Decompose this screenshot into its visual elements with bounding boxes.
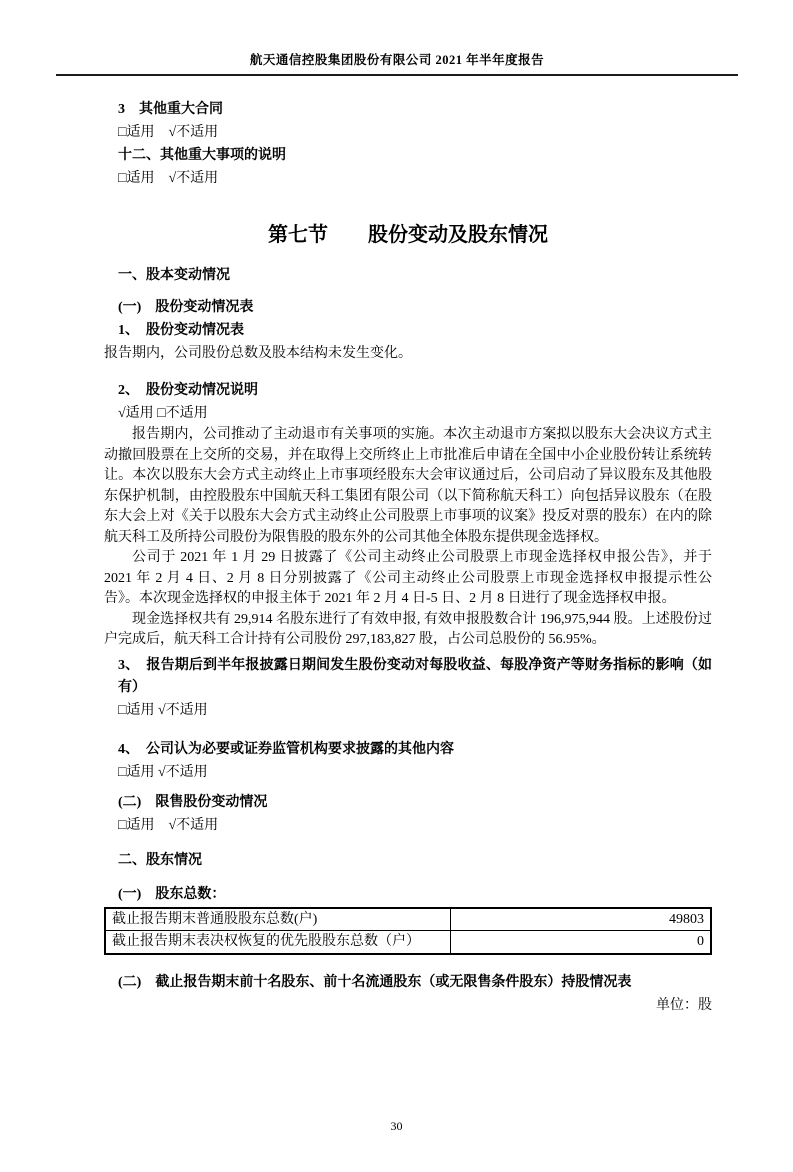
row-value-ordinary-shareholders: 49803	[450, 908, 711, 931]
heading-total-shareholders: (一) 股东总数：	[118, 886, 226, 902]
paragraph-cash-option-announcements: 公司于 2021 年 1 月 29 日披露了《公司主动终止公司股票上市现金选择权申报公告》，并于 2021 年 2 月 4 日、2 月 8 日分别披露了《公司主动终止公司股票上市现金选择权申报提示性公告》。本次现金选择权的申报主体于 2021 年 2 月 4 日-5 日、2 月 8 日进行了现金选择权申报。	[104, 550, 716, 606]
shareholder-totals-table	[104, 907, 712, 955]
heading-share-change-table: (一) 股份变动情况表	[118, 300, 254, 315]
report-title: 航天通信控股集团股份有限公司 2021 年半年度报告	[249, 53, 545, 67]
heading-other-major-matters: 十二、其他重大事项的说明	[118, 148, 286, 163]
heading-share-change-explanation: 2、 股份变动情况说明	[118, 383, 258, 398]
heading-top-ten-shareholders: (二) 截止报告期末前十名股东、前十名流通股东（或无限售条件股东）持股情况表	[118, 974, 632, 990]
applicability-post-period-impact: □适用 √不适用	[118, 702, 208, 718]
chapter-title: 第七节 股份变动及股东情况	[268, 224, 548, 246]
heading-share-change-table-item: 1、 股份变动情况表	[118, 323, 244, 338]
paragraph-delisting-plan: 报告期内，公司推动了主动退市有关事项的实施。本次主动退市方案拟以股东大会决议方式主动撤回股票在上交所的交易，并在取得上交所终止上市批准后申请在全国中小企业股份转让系统转让。本次以股东大会方式主动终止上市事项经股东大会审议通过后，公司启动了异议股东及其他股东保护机制，由控股股东中国航天科工集团有限公司（以下简称航天科工）向包括异议股东（在股东大会上对《关于以股东大会方式主动终止公司股票上市事项的议案》投反对票的股东）在内的除航天科工及所持公司股份为限售股的股东外的公司其他全体股东提供现金选择权。	[104, 427, 712, 545]
heading-other-major-contracts: 3 其他重大合同	[118, 102, 223, 117]
applicability-other-major-matters: □适用 √不适用	[118, 171, 219, 186]
heading-share-capital-changes: 一、股本变动情况	[118, 268, 230, 283]
page-number: 30	[390, 1119, 403, 1133]
applicability-share-change-explanation: √适用 □不适用	[118, 406, 208, 421]
row-label-preferred-shareholders: 截止报告期末表决权恢复的优先股股东总数（户）	[105, 931, 450, 954]
row-label-ordinary-shareholders: 截止报告期末普通股股东总数(户)	[105, 908, 450, 931]
paragraph-cash-option-results: 现金选择权共有 29,914 名股东进行了有效申报, 有效申报股数合计 196,975,944 股。上述股份过户完成后，航天科工合计持有公司股份 297,183,827 股，占公司总股份的 56.95%。	[104, 611, 712, 647]
text-no-change-statement: 报告期内，公司股份总数及股本结构未发生变化。	[104, 346, 412, 361]
applicability-other-disclosure: □适用 √不适用	[118, 764, 208, 780]
applicability-restricted-shares: □适用 √不适用	[118, 817, 219, 833]
table-row	[105, 931, 711, 954]
table-row	[105, 908, 711, 931]
applicability-other-major-contracts: □适用 √不适用	[118, 125, 219, 140]
row-value-preferred-shareholders: 0	[450, 931, 711, 954]
running-header	[56, 50, 738, 76]
unit-note: 单位：股	[656, 997, 712, 1013]
heading-other-disclosure-content: 4、 公司认为必要或证券监管机构要求披露的其他内容	[118, 741, 454, 757]
heading-post-period-share-change-impact: 3、 报告期后到半年报披露日期间发生股份变动对每股收益、每股净资产等财务指标的影响（如有）	[118, 657, 712, 695]
page-content	[104, 98, 716, 1017]
heading-shareholder-situation: 二、股东情况	[118, 852, 202, 868]
heading-restricted-share-changes: (二) 限售股份变动情况	[118, 794, 268, 810]
